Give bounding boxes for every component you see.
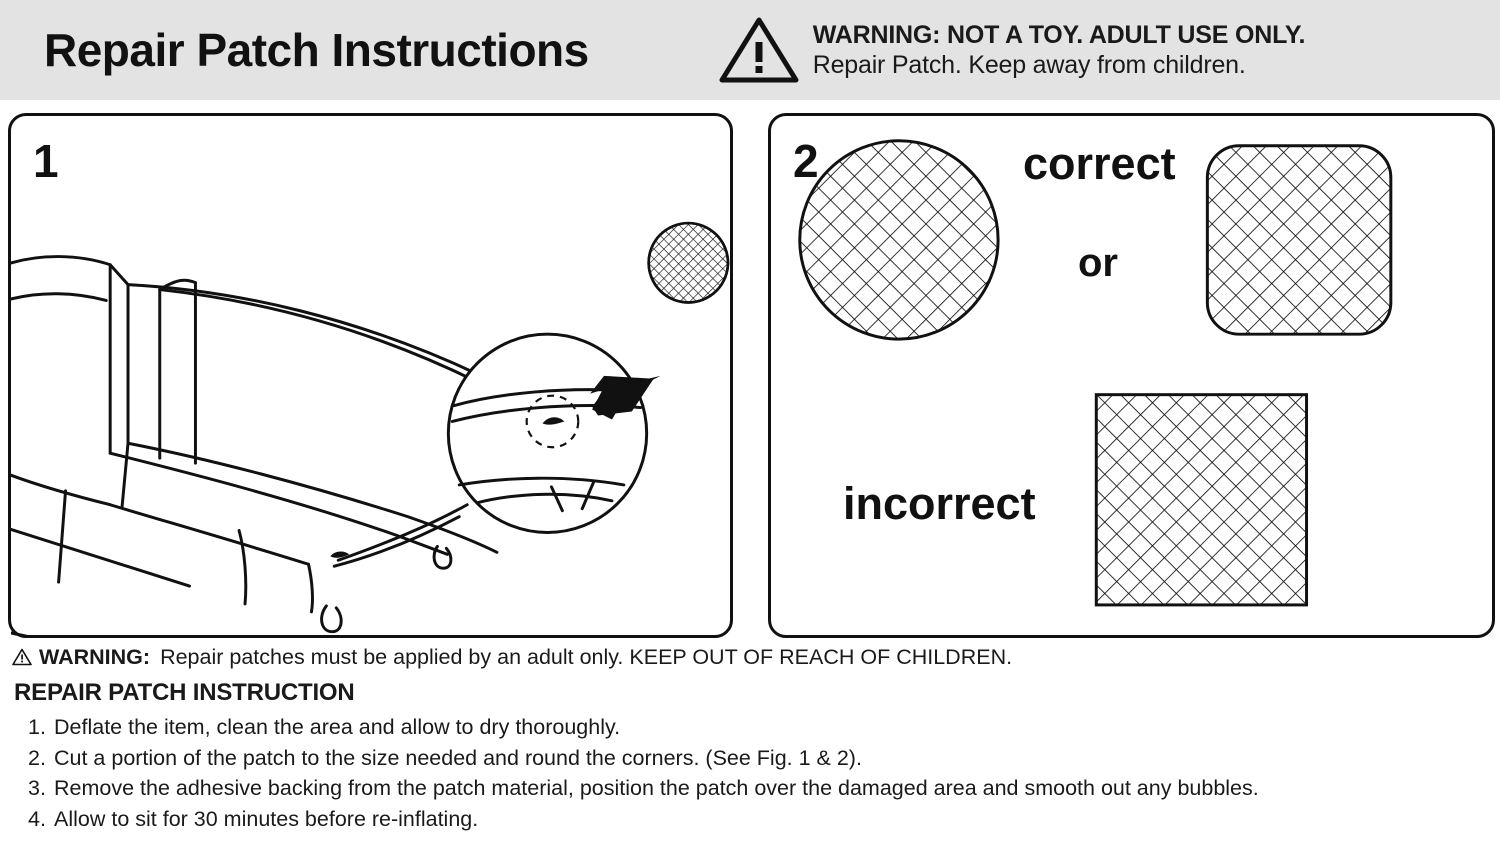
- list-item-text: Remove the adhesive backing from the patch material, position the patch over the damaged area and smooth out any bubbles.: [54, 776, 1259, 801]
- page-title: Repair Patch Instructions: [44, 24, 589, 76]
- figure-panel-1: [8, 113, 733, 638]
- list-item-number: 3.: [28, 776, 46, 801]
- bottom-warning-label: WARNING:: [39, 645, 151, 669]
- list-item-number: 2.: [28, 745, 46, 770]
- label-correct: correct: [1023, 138, 1176, 189]
- label-or: or: [1078, 241, 1118, 285]
- list-item-text: Cut a portion of the patch to the size needed and round the corners. (See Fig. 1 & 2).: [54, 745, 862, 770]
- warning-triangle-icon: [719, 16, 799, 84]
- header-warning-line2: Repair Patch. Keep away from children.: [812, 51, 1246, 79]
- patch-shape-figure: [771, 116, 1492, 637]
- figure-1-number: 1: [33, 135, 59, 187]
- label-incorrect: incorrect: [843, 478, 1036, 529]
- list-item-number: 1.: [28, 715, 46, 739]
- instructions-list: [12, 712, 1492, 834]
- header-warning-line1: WARNING: NOT A TOY. ADULT USE ONLY.: [812, 20, 1306, 49]
- bottom-warning-line: [12, 645, 1492, 670]
- header-warning-block: [719, 16, 1306, 84]
- warning-triangle-icon: [12, 648, 32, 666]
- header-bar: [0, 0, 1500, 100]
- bottom-text-block: [12, 645, 1492, 834]
- figure-2-number: 2: [793, 135, 819, 187]
- figure-panel-2: [768, 113, 1495, 638]
- list-item-number: 4.: [28, 806, 46, 831]
- inflatable-damage-location-figure: [11, 116, 730, 637]
- list-item-text: Allow to sit for 30 minutes before re-inflating.: [54, 806, 479, 831]
- list-item: [28, 773, 1492, 804]
- list-item: [28, 743, 1492, 774]
- list-item: [28, 804, 1492, 835]
- instructions-title: REPAIR PATCH INSTRUCTION: [14, 679, 355, 706]
- list-item: [28, 712, 1492, 743]
- list-item-text: Deflate the item, clean the area and allow to dry thoroughly.: [54, 715, 621, 739]
- bottom-warning-body: Repair patches must be applied by an adult only. KEEP OUT OF REACH OF CHILDREN.: [160, 645, 1013, 669]
